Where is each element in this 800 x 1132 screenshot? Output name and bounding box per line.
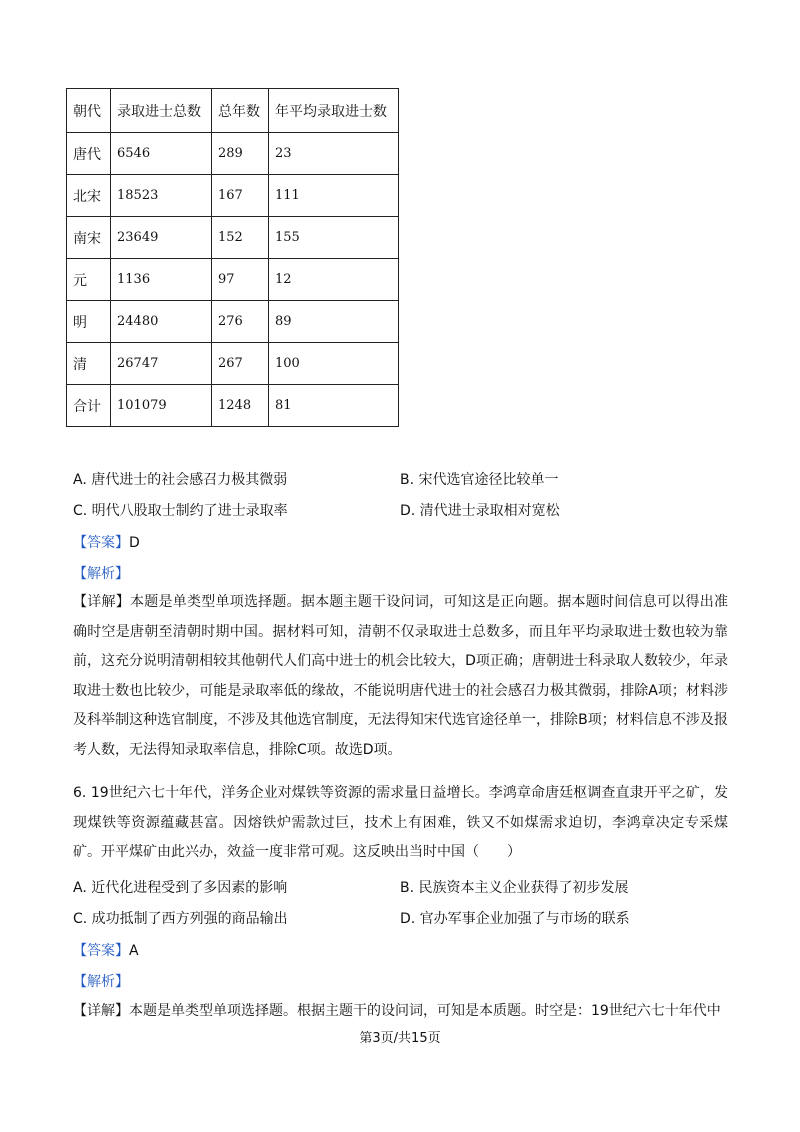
- table-cell: 1136: [111, 259, 212, 301]
- table-row: [67, 385, 399, 427]
- table-row: [67, 133, 399, 175]
- table-cell: 1248: [212, 385, 269, 427]
- q6-answer-value: A: [129, 943, 139, 959]
- q6-stem: 6. 19世纪六七十年代，洋务企业对煤铁等资源的需求量日益增长。李鸿章命唐廷枢调查直隶开平之矿，发现煤铁等资源蕴藏甚富。因熔铁炉需款过巨，技术上有困难，铁又不如煤需求迫切，李鸿章决定专采煤矿。开平煤矿由此兴办，效益一度非常可观。这反映出当时中国（ ）: [73, 785, 728, 860]
- table-header: 朝代: [67, 89, 111, 133]
- table-cell: 267: [212, 343, 269, 385]
- q6-analysis-label: [73, 971, 129, 991]
- table-cell: 89: [269, 301, 399, 343]
- q6-option-d: D. 官办军事企业加强了与市场的联系: [400, 911, 630, 927]
- table-cell: 清: [67, 343, 111, 385]
- page-footer: 第3页/共15页: [359, 1031, 441, 1046]
- table-cell: 元: [67, 259, 111, 301]
- table-header-row: [67, 89, 399, 133]
- table-cell: 111: [269, 175, 399, 217]
- q6-answer-line: [73, 940, 139, 960]
- table-cell: 12: [269, 259, 399, 301]
- q5-option-d: D. 清代进士录取相对宽松: [400, 503, 560, 519]
- table-cell: 北宋: [67, 175, 111, 217]
- table-row: [67, 259, 399, 301]
- q6-detail-paragraph: [73, 997, 733, 1027]
- table-row: [67, 343, 399, 385]
- table-cell: 23: [269, 133, 399, 175]
- table-cell: 明: [67, 301, 111, 343]
- q5-analysis-text: 【解析】: [73, 566, 129, 582]
- table-row: [67, 175, 399, 217]
- q6-detail-label: 【详解】: [73, 1003, 129, 1019]
- imperial-exam-table: [66, 88, 399, 427]
- q5-answer-line: [73, 532, 140, 552]
- table-cell: 100: [269, 343, 399, 385]
- q5-detail-label: 【详解】: [73, 594, 130, 610]
- q5-answer-label: 【答案】: [73, 535, 129, 551]
- q6-analysis-text: 【解析】: [73, 974, 129, 990]
- q5-answer-value: D: [129, 535, 140, 551]
- table-cell: 155: [269, 217, 399, 259]
- q6-detail-text: 本题是单类型单项选择题。根据主题干的设问词，可知是本质题。时空是：19世纪六七十年代中: [129, 1003, 721, 1019]
- table-cell: 24480: [111, 301, 212, 343]
- q6-option-b: B. 民族资本主义企业获得了初步发展: [400, 880, 629, 896]
- table-row: [67, 217, 399, 259]
- q5-detail-paragraph: [73, 588, 728, 765]
- table-cell: 97: [212, 259, 269, 301]
- table-cell: 152: [212, 217, 269, 259]
- table-cell: 101079: [111, 385, 212, 427]
- q6-answer-label: 【答案】: [73, 943, 129, 959]
- table-cell: 18523: [111, 175, 212, 217]
- table-cell: 167: [212, 175, 269, 217]
- table-cell: 289: [212, 133, 269, 175]
- table-header: 总年数: [212, 89, 269, 133]
- table-cell: 26747: [111, 343, 212, 385]
- q5-analysis-label: [73, 563, 129, 583]
- table-cell: 81: [269, 385, 399, 427]
- table-cell: 6546: [111, 133, 212, 175]
- table-row: [67, 301, 399, 343]
- q6-option-a: A. 近代化进程受到了多因素的影响: [73, 880, 288, 896]
- q5-option-c: C. 明代八股取士制约了进士录取率: [73, 503, 288, 519]
- table-cell: 唐代: [67, 133, 111, 175]
- table-header: 录取进士总数: [111, 89, 212, 133]
- table-cell: 南宋: [67, 217, 111, 259]
- table-cell: 276: [212, 301, 269, 343]
- table-cell: 合计: [67, 385, 111, 427]
- q5-option-b: B. 宋代选官途径比较单一: [400, 472, 559, 488]
- q5-option-a: A. 唐代进士的社会感召力极其微弱: [73, 472, 288, 488]
- q6-option-c: C. 成功抵制了西方列强的商品输出: [73, 911, 288, 927]
- table-cell: 23649: [111, 217, 212, 259]
- table-header: 年平均录取进士数: [269, 89, 399, 133]
- q5-detail-text: 本题是单类型单项选择题。据本题主题干设问词，可知这是正向题。据本题时间信息可以得出准确时空是唐朝至清朝时期中国。据材料可知，清朝不仅录取进士总数多，而且年平均录取进士数也较为靠前，这充分说明清朝相较其他朝代人们高中进士的机会比较大，D项正确；唐朝进士科录取人数较少，年录取进士数也比较少，可能是录取率低的缘故，不能说明唐代进士的社会感召力极其微弱，排除A项；材料涉及科举制这种选官制度，不涉及其他选官制度，无法得知宋代选官途径单一，排除B项；材料信息不涉及报考人数，无法得知录取率信息，排除C项。故选D项。: [73, 594, 729, 758]
